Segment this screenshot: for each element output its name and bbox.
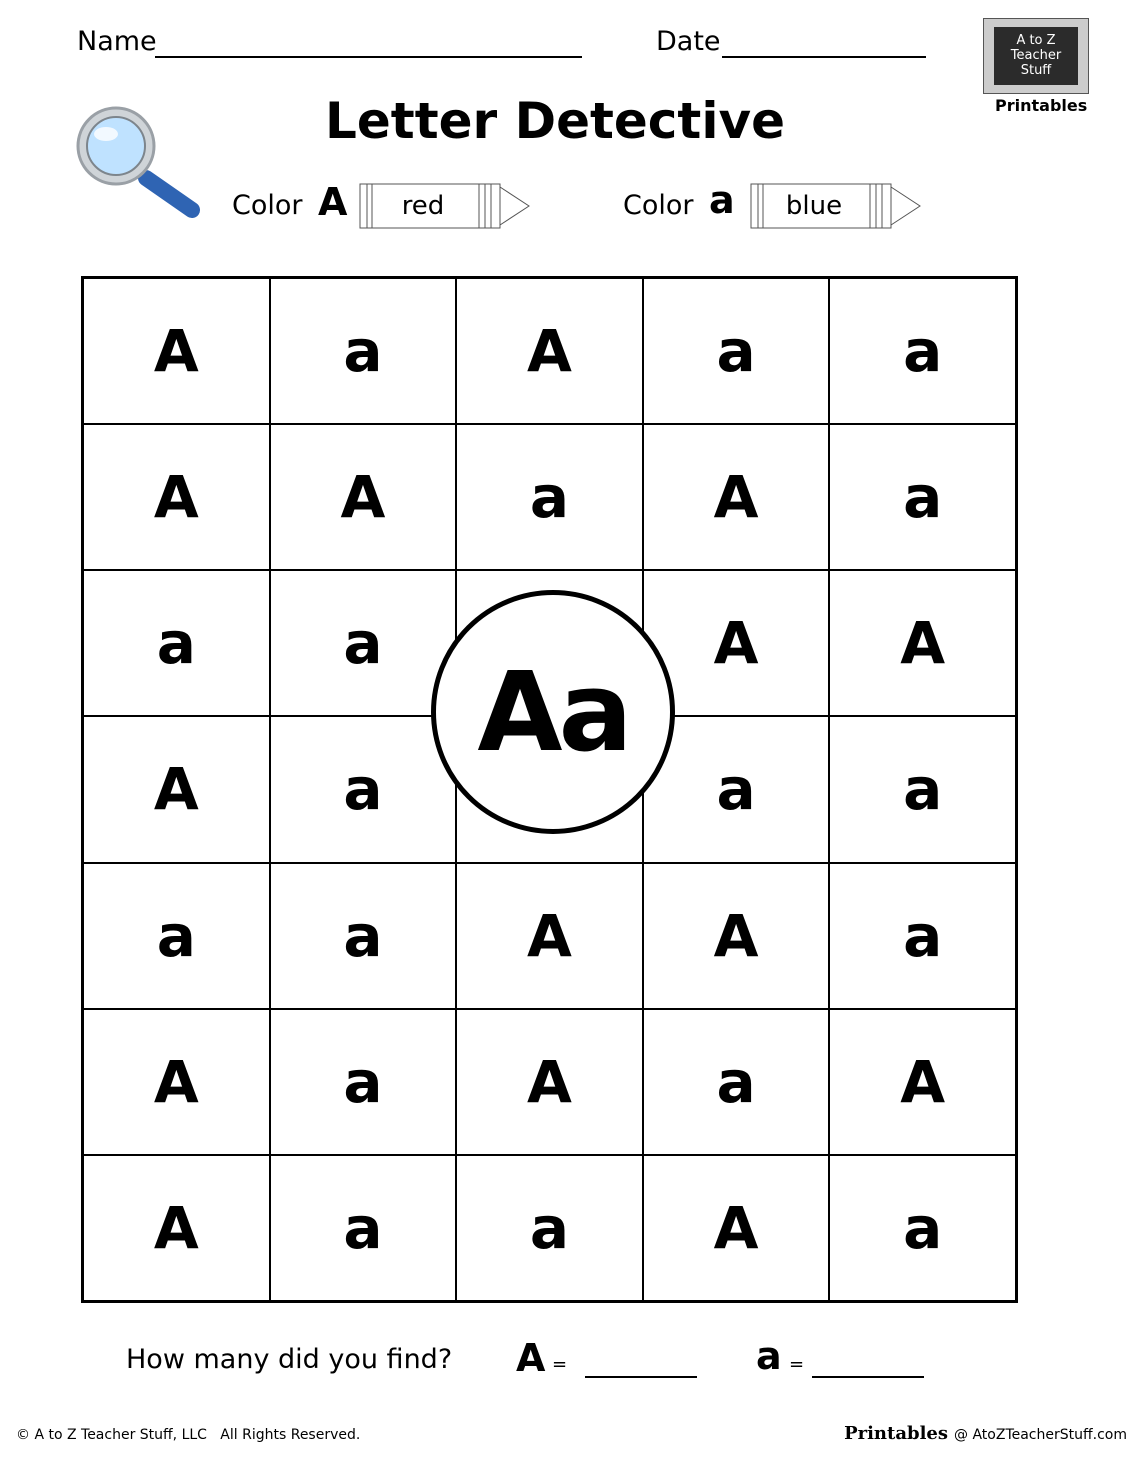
equals-sign: = [552,1354,568,1375]
copyright: © A to Z Teacher Stuff, LLC All Rights Reserved. [16,1427,361,1443]
count-upper-letter: A [516,1336,546,1380]
crayon-label: red [401,191,445,221]
grid-cell[interactable]: A [829,1009,1016,1155]
grid-cell[interactable]: A [643,1155,830,1301]
footer-site: @ AtoZTeacherStuff.com [954,1427,1127,1443]
center-letter-circle: Aa [431,590,675,834]
grid-cell[interactable]: A [456,1009,643,1155]
page-title: Letter Detective [325,92,785,150]
crayon-label: blue [785,191,843,221]
date-label: Date [656,26,721,57]
grid-cell[interactable]: a [829,716,1016,862]
instruction-letter: A [318,180,348,224]
grid-cell[interactable]: A [83,278,270,424]
crayon-red [359,183,529,229]
grid-cell[interactable]: A [83,716,270,862]
grid-cell[interactable]: A [83,1155,270,1301]
grid-cell[interactable]: a [456,1155,643,1301]
footer-brand-line [844,1423,1127,1444]
grid-cell[interactable]: a [643,278,830,424]
logo-subtitle: Printables [995,96,1088,115]
grid-cell[interactable]: a [829,424,1016,570]
date-field[interactable] [722,56,926,58]
grid-cell[interactable]: a [83,863,270,1009]
grid-cell[interactable]: A [643,424,830,570]
instruction-prefix: Color [232,190,303,221]
grid-cell[interactable]: A [270,424,457,570]
name-field[interactable] [155,56,582,58]
instruction-prefix: Color [623,190,694,221]
grid-cell[interactable]: a [270,278,457,424]
grid-cell[interactable]: A [83,424,270,570]
count-lower-letter: a [756,1334,782,1378]
grid-cell[interactable]: A [643,863,830,1009]
name-label: Name [77,26,157,57]
grid-cell[interactable]: a [829,1155,1016,1301]
grid-cell[interactable]: A [456,863,643,1009]
grid-cell[interactable]: a [270,716,457,862]
grid-cell[interactable]: A [829,570,1016,716]
grid-cell[interactable]: a [270,1155,457,1301]
grid-cell[interactable]: a [829,863,1016,1009]
grid-cell[interactable]: a [456,424,643,570]
grid-cell[interactable]: a [643,1009,830,1155]
equals-sign: = [789,1354,805,1375]
crayon-blue [750,183,920,229]
grid-cell[interactable]: A [83,1009,270,1155]
grid-cell[interactable]: a [643,716,830,862]
grid-cell[interactable]: a [83,570,270,716]
count-lower-field[interactable] [812,1376,924,1378]
grid-cell[interactable]: a [270,570,457,716]
grid-cell[interactable]: a [270,1009,457,1155]
grid-cell[interactable]: A [643,570,830,716]
logo-text: A to Z Teacher Stuff [994,27,1078,85]
grid-cell[interactable]: a [829,278,1016,424]
footer-brand: Printables [844,1423,949,1444]
magnifying-glass-icon [74,104,204,220]
logo [983,18,1089,94]
grid-cell[interactable]: a [270,863,457,1009]
grid-cell[interactable]: A [456,278,643,424]
question-text: How many did you find? [126,1344,453,1375]
count-upper-field[interactable] [585,1376,697,1378]
instruction-letter: a [709,178,735,222]
